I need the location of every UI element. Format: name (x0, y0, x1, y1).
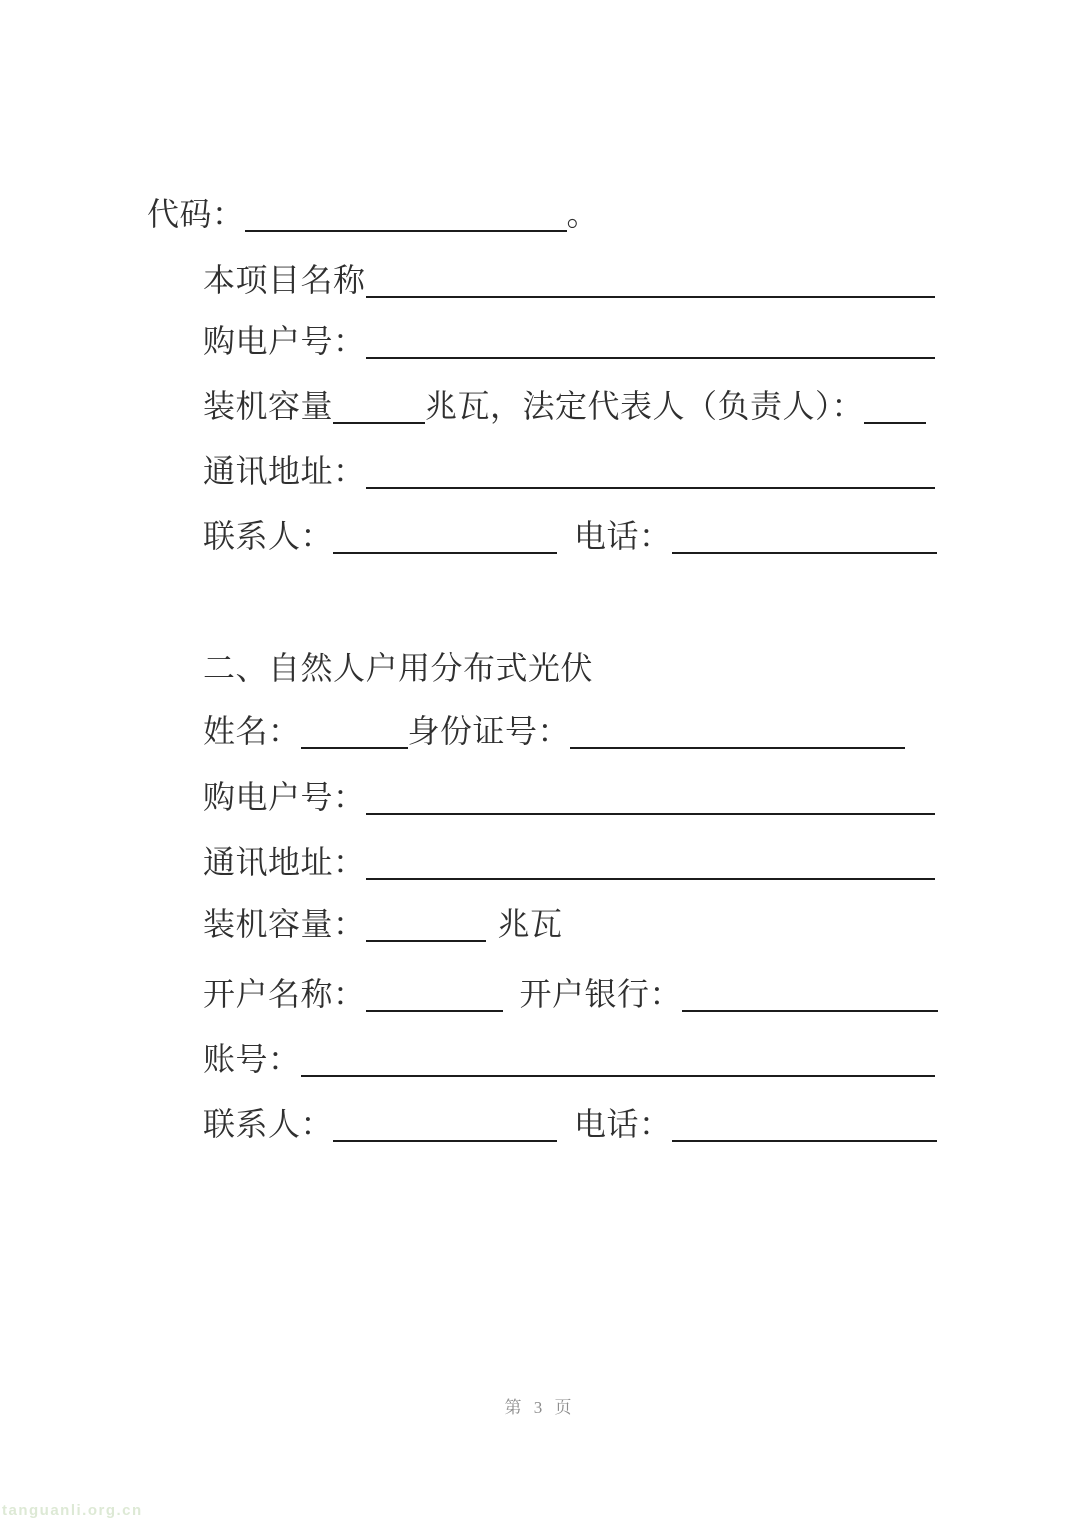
bank-row (203, 976, 938, 1012)
representative-blank-line (864, 390, 926, 424)
address-row-2 (203, 844, 935, 880)
account-name-blank-line (366, 978, 503, 1012)
project-name-row (203, 262, 935, 298)
address-blank-line-2 (366, 846, 935, 880)
project-name-blank-line (366, 264, 935, 298)
contact-label: 联系人： (203, 518, 334, 554)
power-account-label: 购电户号： (203, 323, 366, 359)
capacity-representative-row (203, 388, 926, 424)
address-label-2: 通讯地址： (203, 844, 366, 880)
name-blank-line (301, 715, 408, 749)
account-number-label: 账号： (203, 1041, 301, 1077)
capacity-label-2: 装机容量： (203, 906, 366, 942)
page-number-footer: 第 3 页 (504, 1398, 576, 1417)
contact-phone-row-2 (203, 1106, 937, 1142)
account-name-label: 开户名称： (203, 976, 366, 1012)
contact-label-2: 联系人： (203, 1106, 334, 1142)
phone-blank-line (672, 520, 937, 554)
phone-label: 电话： (574, 518, 672, 554)
contact-blank-line-2 (333, 1108, 557, 1142)
bank-label: 开户银行： (519, 976, 683, 1012)
capacity-row-2 (203, 906, 563, 942)
power-account-label-2: 购电户号： (203, 779, 366, 815)
address-row-1 (203, 453, 935, 489)
code-row (147, 196, 599, 232)
phone-label-2: 电话： (574, 1106, 672, 1142)
site-watermark: tanguanli.org.cn (2, 1502, 143, 1519)
section2-heading-text: 二、自然人户用分布式光伏 (203, 650, 594, 686)
code-label: 代码： (147, 196, 245, 232)
account-number-row (203, 1041, 935, 1077)
contact-blank-line (333, 520, 557, 554)
id-number-blank-line (570, 715, 905, 749)
address-label: 通讯地址： (203, 453, 366, 489)
capacity-label: 装机容量 (203, 388, 334, 424)
power-account-row-1 (203, 323, 935, 359)
project-name-label: 本项目名称 (203, 262, 366, 298)
capacity-blank-line-2 (366, 908, 486, 942)
id-number-label: 身份证号： (407, 713, 571, 749)
address-blank-line (366, 455, 935, 489)
power-account-blank-line (366, 325, 935, 359)
account-number-blank-line (301, 1043, 935, 1077)
name-label: 姓名： (203, 713, 301, 749)
contact-phone-row-1 (203, 518, 937, 554)
code-suffix-period: 。 (566, 196, 600, 232)
power-account-blank-line-2 (366, 781, 935, 815)
phone-blank-line-2 (672, 1108, 937, 1142)
capacity-blank-line (333, 390, 425, 424)
name-id-row (203, 713, 905, 749)
power-account-row-2 (203, 779, 935, 815)
capacity-unit-label: 兆瓦 (497, 906, 563, 942)
capacity-tail-label: 兆瓦，法定代表人（负责人）： (425, 388, 865, 424)
code-blank-line (245, 198, 567, 232)
section2-heading (203, 650, 593, 686)
bank-blank-line (682, 978, 938, 1012)
